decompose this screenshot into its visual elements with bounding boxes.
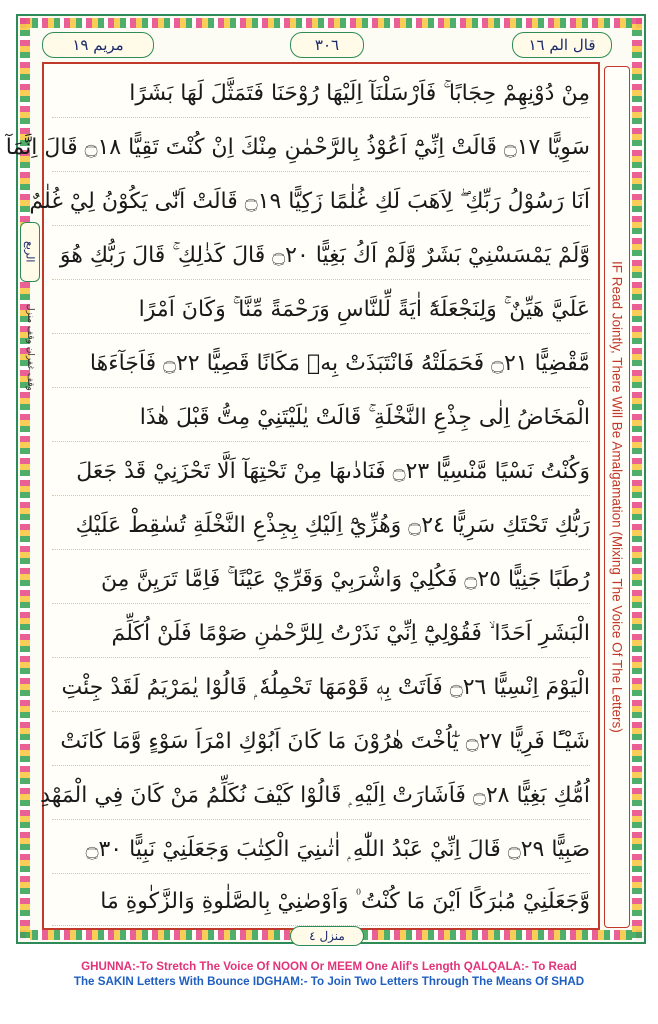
text-line: الْبَشَرِ اَحَدًا ۙ فَقُوْلِيْٓ اِنِّيْ نَذَرْتُ لِلرَّحْمٰنِ صَوْمًا فَلَنْ اُكَلِّمَ bbox=[52, 608, 590, 660]
juz-name-label: قال الم ١٦ bbox=[512, 32, 612, 58]
text-line: وَّجَعَلَنِيْ مُبٰرَكًا اَيْنَ مَا كُنْتُ ۠ وَاَوْصٰنِيْ بِالصَّلٰوةِ وَالزَّكٰوةِ مَا bbox=[52, 876, 590, 928]
text-line: الْمَخَاضُ اِلٰى جِذْعِ النَّخْلَةِ ۚ قَالَتْ يٰلَيْتَنِيْ مِتُّ قَبْلَ هٰذَا bbox=[52, 392, 590, 444]
top-ornament-border bbox=[20, 18, 642, 28]
right-margin-note-text: IF Read Jointly, There Will Be Amalgamation (Mixing The Voice Of The Letters) bbox=[609, 261, 625, 733]
text-line: صَبِيًّا ۝٢٩ قَالَ اِنِّيْ عَبْدُ اللّٰهِ ۭ اٰتٰىنِيَ الْكِتٰبَ وَجَعَلَنِيْ نَبِيًّا ۝٣٠ bbox=[52, 824, 590, 876]
surah-name-label: مريم ١٩ bbox=[42, 32, 154, 58]
rub-marker bbox=[20, 222, 40, 282]
page-number-label: ٣٠٦ bbox=[290, 32, 364, 58]
text-line: الْيَوْمَ اِنْسِيًّا ۝٢٦ فَاَتَتْ بِهٖ قَوْمَهَا تَحْمِلُهٗ ۭ قَالُوْا يٰمَرْيَمُ لَقَدْ جِئْتِ bbox=[52, 662, 590, 714]
rub-marker-text: الربع bbox=[23, 241, 37, 263]
text-line: شَيْـًٔا فَرِيًّا ۝٢٧ يٰٓاُخْتَ هٰرُوْنَ مَا كَانَ اَبُوْكِ امْرَاَ سَوْءٍ وَّمَا كَانَتْ bbox=[52, 716, 590, 768]
left-margin-note-text: وقف غفران وقف منزل bbox=[25, 303, 35, 391]
right-ornament-border bbox=[632, 18, 642, 940]
text-line: اَنَا رَسُوْلُ رَبِّكِ ۖ لِاَهَبَ لَكِ غُلٰمًا زَكِيًّا ۝١٩ قَالَتْ اَنّٰى يَكُوْنُ لِيْ غُلٰمٌ bbox=[52, 176, 590, 228]
text-line: سَوِيًّا ۝١٧ قَالَتْ اِنِّيْٓ اَعُوْذُ بِالرَّحْمٰنِ مِنْكَ اِنْ كُنْتَ تَقِيًّا ۝١٨ قَالَ اِنَّمَآ bbox=[52, 122, 590, 174]
text-line: وَّلَمْ يَمْسَسْنِيْ بَشَرٌ وَّلَمْ اَكُ بَغِيًّا ۝٢٠ قَالَ كَذٰلِكِ ۚ قَالَ رَبُّكِ هُوَ bbox=[52, 230, 590, 282]
right-margin-note-box bbox=[604, 66, 630, 928]
tajweed-rules-line-1: GHUNNA:-To Stretch The Voice Of NOON Or MEEM One Alif's Length QALQALA:- To Read bbox=[81, 960, 577, 973]
tajweed-rules-line-2: The SAKIN Letters With Bounce IDGHAM:- To Join Two Letters Through The Means Of SHAD bbox=[73, 975, 585, 988]
text-line: رُطَبًا جَنِيًّا ۝٢٥ فَكُلِيْ وَاشْرَبِيْ وَقَرِّيْ عَيْنًا ۚ فَاِمَّا تَرَيِنَّ مِنَ bbox=[52, 554, 590, 606]
text-line: اُمُّكِ بَغِيًّا ۝٢٨ فَاَشَارَتْ اِلَيْهِ ۭ قَالُوْا كَيْفَ نُكَلِّمُ مَنْ كَانَ فِي الْمَهْدِ bbox=[52, 770, 590, 822]
left-margin-note bbox=[22, 292, 38, 402]
text-line: عَلَيَّ هَيِّنٌ ۚ وَلِنَجْعَلَهٗٓ اٰيَةً لِّلنَّاسِ وَرَحْمَةً مِّنَّا ۚ وَكَانَ اَمْرًا bbox=[52, 284, 590, 336]
text-line: مِنْ دُوْنِهِمْ حِجَابًا ۚ فَاَرْسَلْنَآ اِلَيْهَا رُوْحَنَا فَتَمَثَّلَ لَهَا بَشَرًا bbox=[52, 68, 590, 120]
text-line: وَكُنْتُ نَسْيًا مَّنْسِيًّا ۝٢٣ فَنَادٰىهَا مِنْ تَحْتِهَآ اَلَّا تَحْزَنِيْ قَدْ جَعَلَ bbox=[52, 446, 590, 498]
text-line: مَّقْضِيًّا ۝٢١ فَحَمَلَتْهُ فَانْتَبَذَتْ بِهٖ مَكَانًا قَصِيًّا ۝٢٢ فَاَجَآءَهَا bbox=[52, 338, 590, 390]
text-line: رَبُّكِ تَحْتَكِ سَرِيًّا ۝٢٤ وَهُزِّيْٓ اِلَيْكِ بِجِذْعِ النَّخْلَةِ تُسٰقِطْ عَلَيْكِ bbox=[52, 500, 590, 552]
manzil-label: منزل ٤ bbox=[290, 926, 364, 946]
